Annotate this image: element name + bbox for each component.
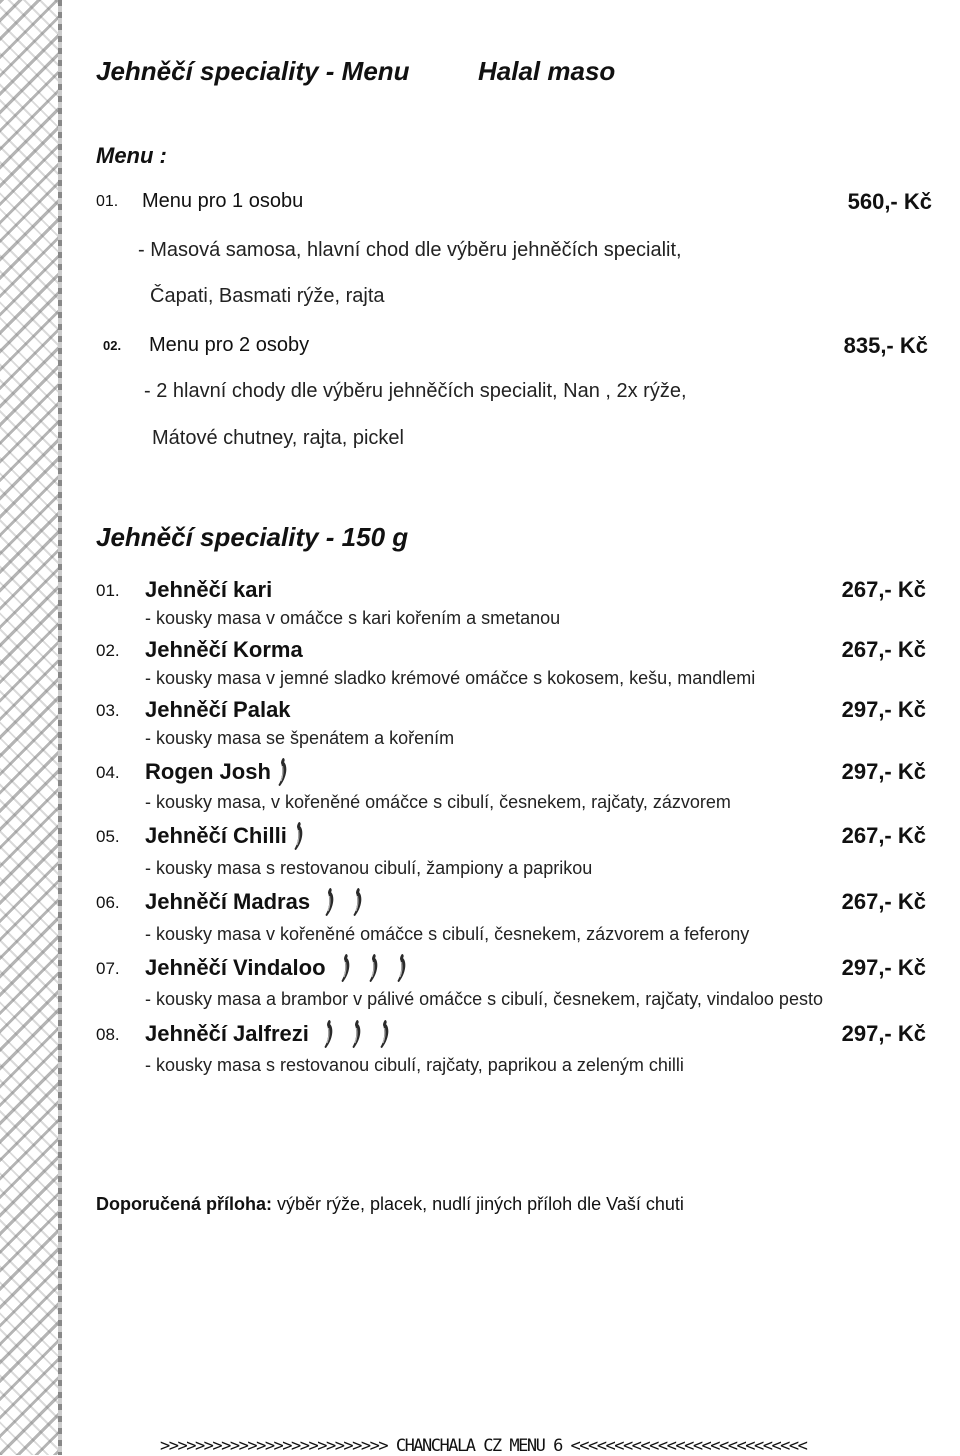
dish-number: 03. xyxy=(96,701,120,720)
item-number: 02. xyxy=(103,338,122,353)
dish-title xyxy=(145,889,364,919)
halal-label: Halal maso xyxy=(478,56,616,86)
dish-name: Jehněčí Korma xyxy=(145,637,303,662)
dish-price: 267,- Kč xyxy=(841,577,926,602)
dish-price: 297,- Kč xyxy=(841,759,926,784)
decorative-border xyxy=(0,0,62,1455)
item-price: 560,- Kč xyxy=(847,189,932,214)
chili-pepper-icon xyxy=(396,953,408,985)
dish-description: - kousky masa v jemné sladko krémové omáčce s kokosem, kešu, mandlemi xyxy=(145,668,756,688)
item-price: 835,- Kč xyxy=(843,333,928,358)
item-name: Menu pro 1 osobu xyxy=(142,190,304,212)
dish-number: 06. xyxy=(96,893,120,912)
dish-number: 01. xyxy=(96,581,120,600)
dish-name: Jehněčí Jalfrezi xyxy=(145,1021,309,1046)
dish-title xyxy=(145,637,303,663)
dish-price: 297,- Kč xyxy=(841,1021,926,1046)
dish-description: - kousky masa se špenátem a kořením xyxy=(145,728,455,748)
chili-pepper-icon xyxy=(368,953,380,985)
chili-pepper-icon xyxy=(323,1019,335,1051)
section-title: Jehněčí speciality - 150 g xyxy=(96,522,409,552)
chili-pepper-icon xyxy=(340,953,352,985)
dish-title xyxy=(145,697,291,723)
page-title: Jehněčí speciality - Menu xyxy=(96,56,410,86)
dish-name: Jehněčí kari xyxy=(145,577,273,602)
footer-text: >>>>>>>>>>>>>>>>>>>>>>>>>> CHANCHALA CZ MENU 6 <<<<<<<<<<<<<<<<<<<<<<<<<<< xyxy=(160,1436,807,1456)
chili-pepper-icon xyxy=(293,821,305,853)
dish-description: - kousky masa a brambor v pálivé omáčce s cibulí, česnekem, rajčaty, vindaloo pesto xyxy=(145,989,823,1009)
dish-description: - kousky masa v kořeněné omáčce s cibulí, česnekem, zázvorem a feferony xyxy=(145,924,750,944)
dish-name: Jehněčí Palak xyxy=(145,697,291,722)
item-number: 01. xyxy=(96,193,119,210)
dish-title xyxy=(145,955,408,985)
recommendation-text: výběr rýže, placek, nudlí jiných příloh dle Vaší chuti xyxy=(272,1194,684,1214)
dish-number: 08. xyxy=(96,1025,120,1044)
dish-name: Rogen Josh xyxy=(145,759,271,784)
dish-title xyxy=(145,577,272,603)
chili-pepper-icon xyxy=(324,887,336,919)
recommendation xyxy=(96,1194,684,1215)
dish-name: Jehněčí Madras xyxy=(145,889,311,914)
dish-name: Jehněčí Chilli xyxy=(145,823,287,848)
menu-section-label: Menu : xyxy=(96,143,167,168)
chili-pepper-icon xyxy=(277,757,289,789)
dish-price: 297,- Kč xyxy=(841,955,926,980)
dish-description: - kousky masa s restovanou cibulí, rajčaty, paprikou a zeleným chilli xyxy=(145,1055,684,1075)
dish-description: - kousky masa, v kořeněné omáčce s cibulí, česnekem, rajčaty, zázvorem xyxy=(145,792,731,812)
dish-number: 07. xyxy=(96,959,120,978)
item-description: Mátové chutney, rajta, pickel xyxy=(152,427,404,449)
dish-title xyxy=(145,1021,391,1051)
chili-pepper-icon xyxy=(379,1019,391,1051)
dish-price: 267,- Kč xyxy=(841,889,926,914)
dish-title xyxy=(145,759,289,789)
dish-number: 04. xyxy=(96,763,120,782)
dish-number: 05. xyxy=(96,827,120,846)
dish-description: - kousky masa v omáčce s kari kořením a smetanou xyxy=(145,608,561,628)
item-description: Čapati, Basmati rýže, rajta xyxy=(150,285,385,307)
dish-price: 267,- Kč xyxy=(841,637,926,662)
dish-description: - kousky masa s restovanou cibulí, žampiony a paprikou xyxy=(145,858,593,878)
item-description: - Masová samosa, hlavní chod dle výběru jehněčích specialit, xyxy=(138,239,682,261)
dish-name: Jehněčí Vindaloo xyxy=(145,955,326,980)
dish-price: 297,- Kč xyxy=(841,697,926,722)
dish-number: 02. xyxy=(96,641,120,660)
item-name: Menu pro 2 osoby xyxy=(149,334,310,356)
dish-title xyxy=(145,823,305,853)
chili-pepper-icon xyxy=(351,1019,363,1051)
dish-price: 267,- Kč xyxy=(841,823,926,848)
recommendation-label: Doporučená příloha: xyxy=(96,1194,273,1214)
chili-pepper-icon xyxy=(352,887,364,919)
item-description: - 2 hlavní chody dle výběru jehněčích specialit, Nan , 2x rýže, xyxy=(144,380,687,402)
